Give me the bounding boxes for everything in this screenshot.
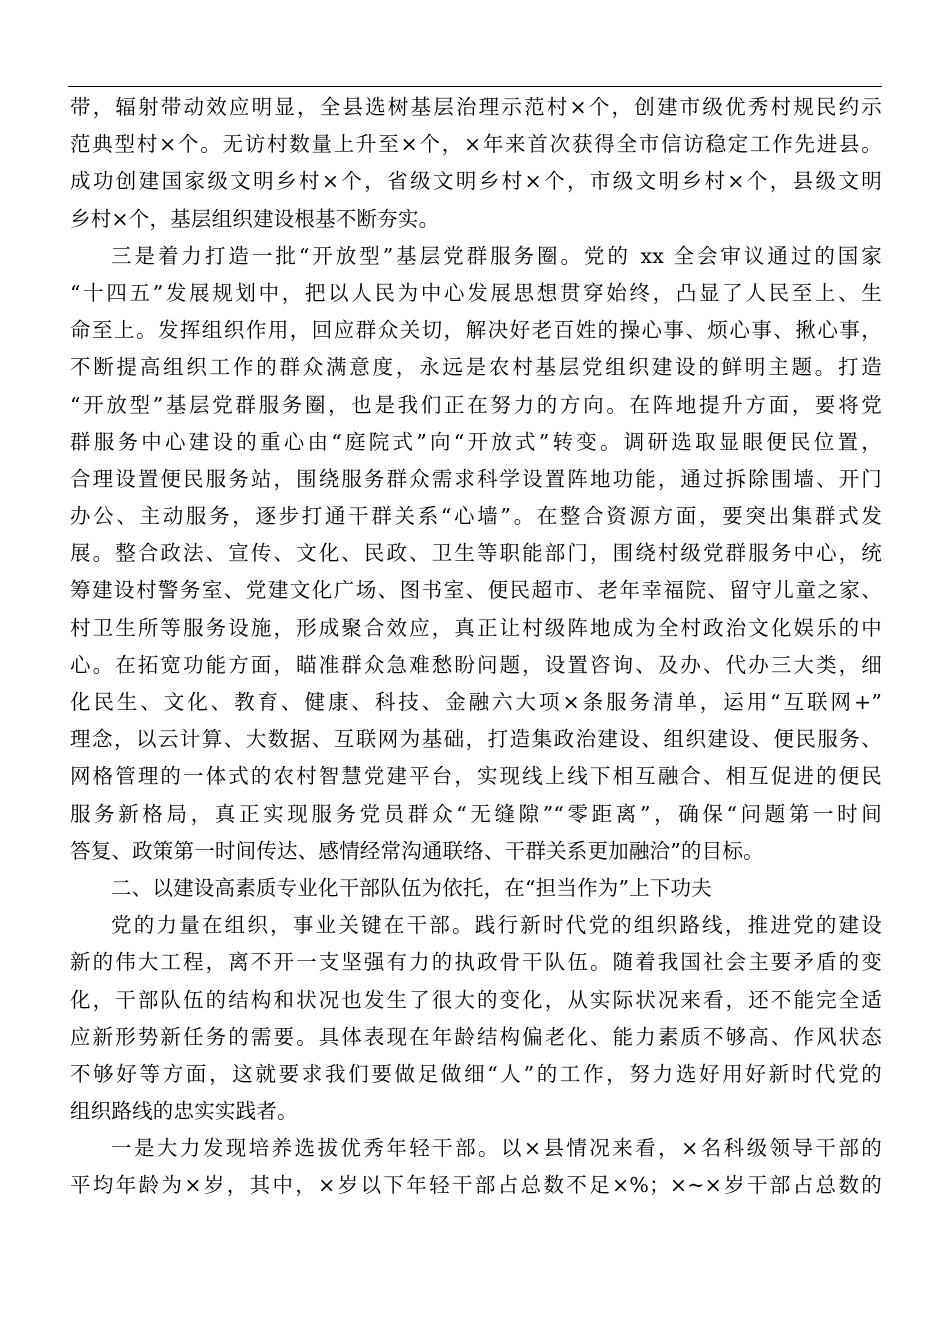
document-body	[70, 89, 882, 1205]
text-line: 不够好等方面，这就要求我们要做足做细“人”的工作，努力选好用好新时代党的	[70, 1061, 882, 1086]
paragraph-third-point	[70, 238, 882, 870]
text-line: 一是大力发现培养选拔优秀年轻干部。以×县情况来看，×名科级领导干部的	[111, 1136, 882, 1161]
text-line: 新的伟大工程，离不开一支坚强有力的执政骨干队伍。随着我国社会主要矛盾的变	[70, 950, 882, 975]
text-line: 理念，以云计算、大数据、互联网为基础，打造集政治建设、组织建设、便民服务、	[70, 727, 882, 752]
paragraph-section-heading	[70, 870, 882, 907]
text-line: 化民生、文化、教育、健康、科技、金融六大项×条服务清单，运用“互联网+”	[70, 690, 882, 714]
text-line: 平均年龄为×岁，其中，×岁以下年轻干部占总数不足×%；×~×岁干部占总数的	[70, 1173, 882, 1198]
text-line: 二、以建设高素质专业化干部队伍为依托，在“担当作为”上下功夫	[111, 875, 712, 900]
text-line: 组织路线的忠实实践者。	[70, 1099, 298, 1124]
paragraph-first-point	[70, 1130, 882, 1204]
text-line: 办公、主动服务，逐步打通干群关系“心墙”。在整合资源方面，要突出集群式发	[70, 504, 882, 529]
text-line: 应新形势新任务的需要。具体表现在年龄结构偏老化、能力素质不够高、作风状态	[70, 1024, 882, 1049]
text-line: 命至上。发挥组织作用，回应群众关切，解决好老百姓的操心事、烦心事、揪心事，	[70, 318, 882, 343]
paragraph-continuation	[70, 89, 882, 238]
text-line: 展。整合政法、宣传、文化、民政、卫生等职能部门，围绕村级党群服务中心，统	[70, 541, 882, 566]
text-line: 答复、政策第一时间传达、感情经常沟通联络、干群关系更加融洽”的目标。	[70, 838, 764, 863]
text-line: 合理设置便民服务站，围绕服务群众需求科学设置阵地功能，通过拆除围墙、开门	[70, 466, 882, 491]
text-line: 不断提高组织工作的群众满意度，永远是农村基层党组织建设的鲜明主题。打造	[70, 355, 882, 380]
text-line: 筹建设村警务室、党建文化广场、图书室、便民超市、老年幸福院、留守儿童之家、	[70, 578, 882, 603]
text-line: 服务新格局，真正实现服务党员群众“无缝隙”“零距离”，确保“问题第一时间	[70, 801, 882, 826]
text-line: “十四五”发展规划中，把以人民为中心发展思想贯穿始终，凸显了人民至上、生	[70, 280, 882, 305]
text-line: 村卫生所等服务设施，形成聚合效应，真正让村级阵地成为全村政治文化娱乐的中	[70, 615, 882, 640]
text-line: 化，干部队伍的结构和状况也发生了很大的变化，从实际状况来看，还不能完全适	[70, 987, 882, 1012]
text-line: 带，辐射带动效应明显，全县选树基层治理示范村×个，创建市级优秀村规民约示	[70, 95, 882, 119]
header-rule	[68, 86, 882, 87]
text-line: “开放型”基层党群服务圈，也是我们正在努力的方向。在阵地提升方面，要将党	[70, 392, 882, 417]
text-line: 成功创建国家级文明乡村×个，省级文明乡村×个，市级文明乡村×个，县级文明	[70, 169, 882, 194]
text-line: 网格管理的一体式的农村智慧党建平台，实现线上线下相互融合、相互促进的便民	[70, 764, 882, 789]
paragraph-cadre-intro	[70, 907, 882, 1130]
text-line: 范典型村×个。无访村数量上升至×个，×年来首次获得全市信访稳定工作先进县。	[70, 132, 882, 157]
text-line: 心。在拓宽功能方面，瞄准群众急难愁盼问题，设置咨询、及办、代办三大类，细	[70, 652, 882, 677]
text-line: 党的力量在组织，事业关键在干部。践行新时代党的组织路线，推进党的建设	[111, 913, 882, 938]
text-line: 乡村×个，基层组织建设根基不断夯实。	[70, 206, 440, 231]
text-line: 群服务中心建设的重心由“庭院式”向“开放式”转变。调研选取显眼便民位置，	[70, 429, 882, 454]
text-line: 三是着力打造一批“开放型”基层党群服务圈。党的 xx 全会审议通过的国家	[111, 243, 882, 268]
